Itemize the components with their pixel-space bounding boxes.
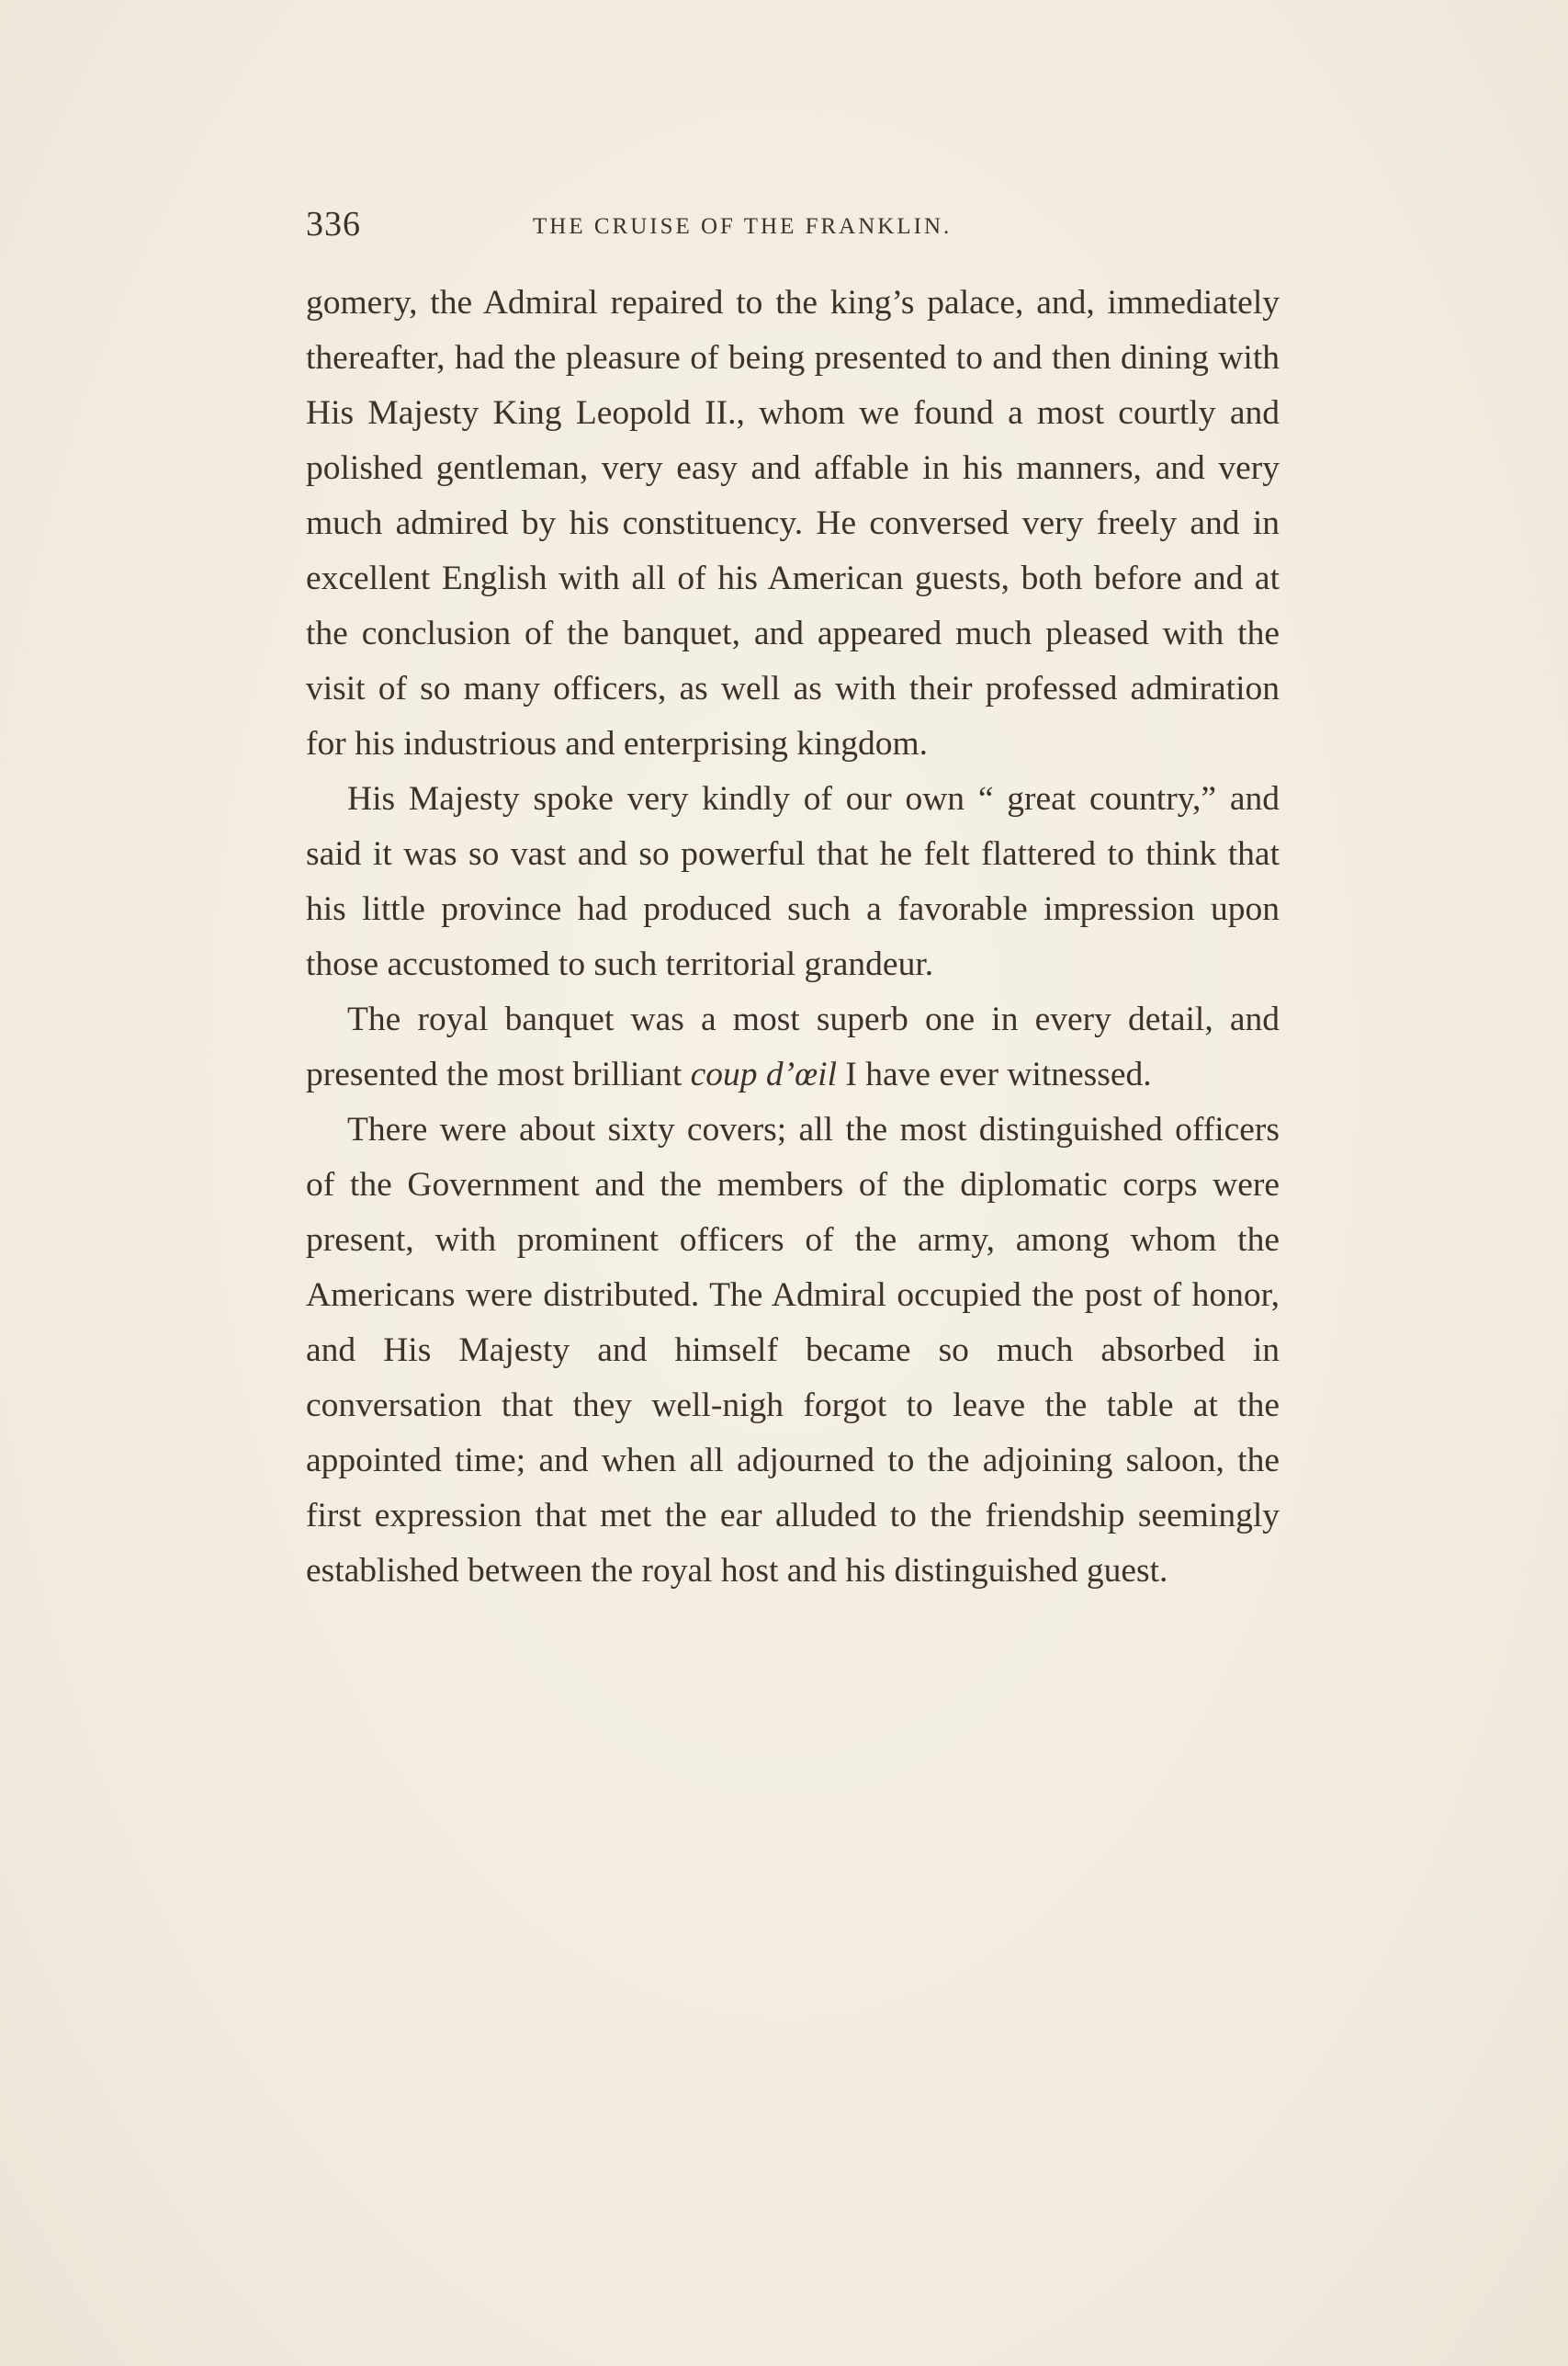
paragraph-2: His Majesty spoke very kindly of our own “ great country,” and said it was so vast and so powerful that he felt flattered to think that his little province had produced such a favorable impression upon those accustomed to such territorial grandeur. (306, 780, 1280, 983)
body-text (306, 276, 1280, 1599)
running-head: THE CRUISE OF THE FRANKLIN. (533, 214, 953, 239)
paragraph-4: There were about sixty covers; all the most distinguished officers of the Government and the members of the diplomatic corps were present, with prominent officers of the army, among whom the Americans were distributed. The Admiral occupied the post of honor, and His Majesty and himself became so much absorbed in conversation that they well-nigh forgot to leave the table at the appointed time; and when all adjourned to the adjoining saloon, the first expression that met the ear alluded to the friendship seemingly established between the royal host and his distinguished guest. (306, 1111, 1280, 1590)
page-number: 336 (306, 205, 361, 243)
page-header (306, 204, 1289, 250)
paragraph-3-italic-phrase: coup d’œil (690, 1056, 838, 1093)
paragraph-3-text-after: I have ever witnessed. (845, 1056, 1152, 1093)
paragraph-1: gomery, the Admiral repaired to the king’s palace, and, immediately thereafter, had the pleasure of being presented to and then dining with His Majesty King Leopold II., whom we found a most courtly and polished gentleman, very easy and affable in his manners, and very much admired by his constituency. He conversed very freely and in excellent English with all of his American guests, both before and at the conclusion of the banquet, and appeared much pleased with the visit of so many officers, as well as with their professed admiration for his industrious and enterprising kingdom. (306, 284, 1280, 763)
paragraph-3 (306, 992, 1280, 1103)
paragraph-3-text-before: The royal banquet was a most superb one in every detail, and presented the most brilliant (306, 1001, 1280, 1093)
